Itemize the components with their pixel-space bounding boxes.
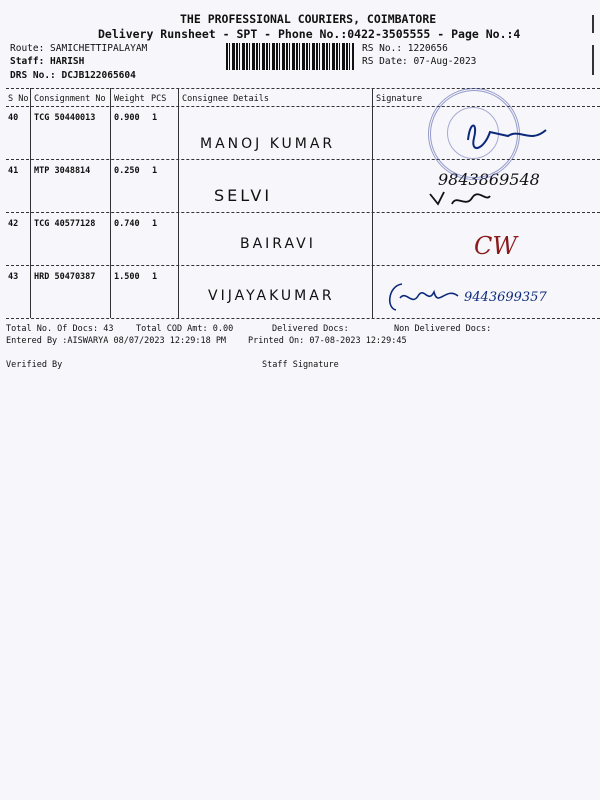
row-pcs: 1 [152,113,158,123]
total-cod: Total COD Amt: 0.00 [136,324,234,334]
company-title: THE PROFESSIONAL COURIERS, COIMBATORE [180,12,437,26]
route-label: Route: SAMICHETTIPALAYAM [10,43,148,54]
page-edge-mark [592,45,594,75]
col-header-consignee: Consignee Details [182,94,269,104]
verified-by: Verified By [6,360,63,370]
signature-phone-note: 9443699357 [464,290,547,305]
table-top-rule [6,88,600,89]
entered-by: Entered By :AISWARYA 08/07/2023 12:29:18 PM [6,336,227,346]
row-rule [6,212,600,213]
staff-signature-label: Staff Signature [262,360,339,370]
row-weight: 0.740 [114,219,140,229]
row-weight: 0.250 [114,166,140,176]
row-sno: 43 [8,272,19,282]
row-consignment: TCG 50440013 [34,113,96,123]
row-weight: 0.900 [114,113,140,123]
row-consignment: HRD 50470387 [34,272,96,282]
row-pcs: 1 [152,166,158,176]
column-divider [30,88,31,318]
row-rule [6,265,600,266]
consignee-handwritten: BAIRAVI [240,236,316,252]
non-delivered-docs: Non Delivered Docs: [394,324,492,334]
consignee-handwritten: MANOJ KUMAR [200,136,336,152]
col-header-signature: Signature [376,94,423,104]
col-header-sno: S No [8,94,29,104]
row-consignment: MTP 3048814 [34,166,91,176]
column-divider [178,88,179,318]
consignee-handwritten: SELVI [214,186,273,205]
consignee-handwritten: VIJAYAKUMAR [208,288,335,304]
row-consignment: TCG 40577128 [34,219,96,229]
staff-label: Staff: HARISH [10,56,85,67]
col-header-pcs: PCS [151,94,167,104]
delivered-docs: Delivered Docs: [272,324,349,334]
row-sno: 42 [8,219,19,229]
row-sno: 41 [8,166,19,176]
col-header-weight: Weight [114,94,145,104]
runsheet-title: Delivery Runsheet - SPT - Phone No.:0422-3505555 - Page No.:4 [98,27,521,41]
signature-scribble [426,186,496,216]
signature-phone-note: 9843869548 [438,170,540,189]
table-bottom-rule [6,318,600,319]
column-divider [372,88,373,318]
signature-initials: CW [474,232,518,260]
total-docs: Total No. Of Docs: 43 [6,324,114,334]
rs-number: RS No.: 1220656 [362,43,448,54]
barcode [226,43,354,70]
col-header-consignment: Consignment No [34,94,106,104]
row-weight: 1.500 [114,272,140,282]
signature-scribble [382,278,466,316]
column-divider [110,88,111,318]
row-pcs: 1 [152,272,158,282]
row-sno: 40 [8,113,19,123]
signature-scribble [450,110,560,160]
page-edge-mark [592,15,594,33]
drs-number: DRS No.: DCJB122065604 [10,70,136,81]
row-pcs: 1 [152,219,158,229]
rs-date: RS Date: 07-Aug-2023 [362,56,477,67]
printed-on: Printed On: 07-08-2023 12:29:45 [248,336,407,346]
